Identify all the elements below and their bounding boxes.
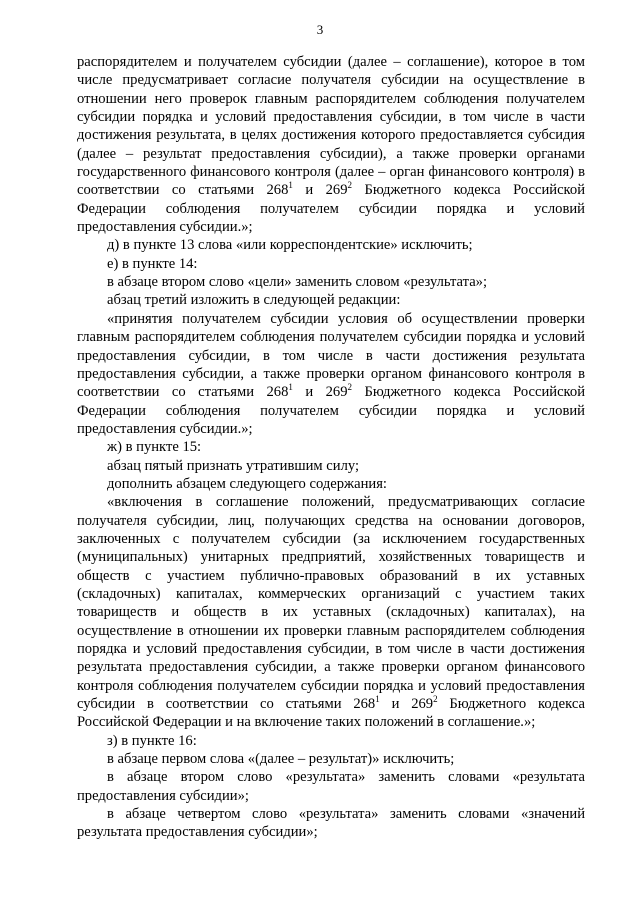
superscript: 1 (288, 382, 293, 393)
text-run: «включения в соглашение положений, предусматривающих согласие получателя субсидии, лиц, получающих средства на основании договоров, заключенных с получателем субсидии (за исключением государственных (муниципальных) унитарных предприятий, хозяйственных товариществ и обществ с участием публично-правовых образований в их уставных (складочных) капиталах, коммерческих организаций с участием таких товариществ и обществ в их уставных (складочных) капиталах), на осуществление в отношении их проверки главным распорядителем соблюдения порядка и условий предоставления субсидии, в том числе в части достижения результата предоставления субсидии, а также проверки органом финансового контроля соблюдения получателем субсидии порядка и условий предоставления субсидии в соответствии со статьями 268 (77, 494, 585, 713)
paragraph (77, 805, 585, 842)
text-run: ж) в пункте 15: (107, 439, 202, 456)
text-run: и 269 (292, 384, 348, 401)
text-run: е) в пункте 14: (107, 255, 198, 272)
text-run: в абзаце первом слова «(далее – результат)» исключить; (107, 751, 455, 768)
text-run: з) в пункте 16: (107, 732, 197, 749)
text-run: абзац третий изложить в следующей редакции: (107, 292, 401, 309)
superscript: 1 (288, 180, 293, 191)
paragraph (77, 236, 585, 254)
text-run: и 269 (292, 182, 348, 199)
text-run: в абзаце втором слово «результата» заменить словами «результата предоставления субсидии»; (77, 769, 585, 804)
text-run: Бюджетного кодекса Российской Федерации соблюдения получателем субсидии порядка и условий предоставления субсидии.»; (77, 182, 586, 236)
page-number: 3 (316, 22, 324, 37)
paragraph (77, 768, 585, 805)
paragraph (77, 438, 585, 456)
paragraph (77, 273, 585, 291)
paragraph (77, 53, 585, 236)
superscript: 2 (347, 180, 353, 191)
text-run: распорядителем и получателем субсидии (далее – соглашение), которое в том числе предусматривает согласие получателя субсидии на осуществление в отношении него проверок главным распорядителем соблюдения получателем субсидии порядка и условий предоставления субсидии, в том числе в части достижения результата, в целях достижения которого предоставляется субсидия (далее – результат предоставления субсидии), а также проверки органами государственного финансового контроля (далее – орган финансового контроля) в соответствии со статьями 268 (77, 54, 585, 199)
paragraph (77, 493, 585, 731)
text-run: абзац пятый признать утратившим силу; (107, 457, 360, 474)
paragraph (77, 291, 585, 309)
paragraph (77, 732, 585, 750)
text-run: «принятия получателем субсидии условия об осуществлении проверки главным распорядителем соблюдения получателем субсидии порядка и условий предоставления субсидии, в том числе в части достижения результата предоставления субсидии, а также проверки органом финансового контроля в соответствии со статьями 268 (77, 310, 585, 401)
superscript: 1 (375, 694, 380, 705)
paragraph (77, 750, 585, 768)
text-run: в абзаце четвертом слово «результата» заменить словами «значений результата предоставления субсидии»; (77, 806, 585, 841)
text-run: д) в пункте 13 слова «или корреспондентские» исключить; (107, 237, 473, 254)
text-run: в абзаце втором слово «цели» заменить словом «результата»; (107, 274, 488, 291)
superscript: 2 (433, 694, 438, 705)
text-run: Бюджетного кодекса Российской Федерации соблюдения получателем субсидии порядка и условий предоставления субсидии.»; (77, 384, 586, 437)
document-body (77, 53, 585, 842)
text-run: и 269 (379, 696, 434, 713)
paragraph (77, 475, 585, 493)
superscript: 2 (347, 382, 353, 393)
text-run: Бюджетного кодекса Российской Федерации и на включение таких положений в соглашение.»; (77, 696, 585, 731)
paragraph (77, 255, 585, 273)
paragraph (77, 457, 585, 475)
paragraph (77, 310, 585, 438)
text-run: дополнить абзацем следующего содержания: (107, 475, 387, 492)
